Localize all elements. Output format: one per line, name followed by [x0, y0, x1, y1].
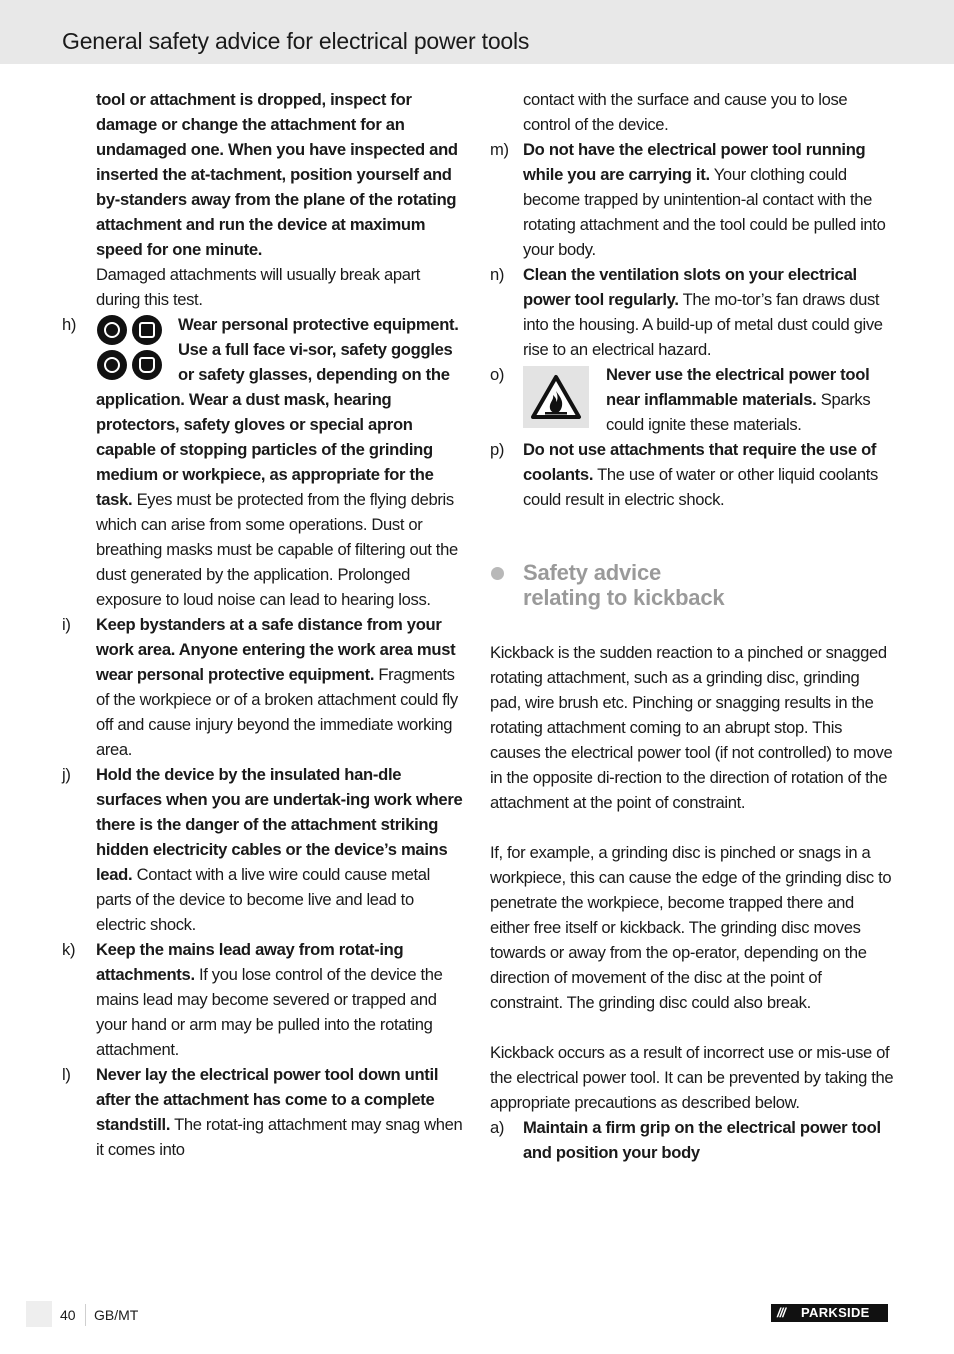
face-shield-icon: [132, 315, 162, 345]
continued-item-g: [62, 87, 466, 312]
item-marker: j): [62, 765, 71, 784]
goggles-icon: [97, 350, 127, 380]
page-number: 40: [60, 1307, 76, 1323]
ear-protection-icon: [97, 315, 127, 345]
list-item-h: [62, 312, 466, 612]
page-title: General safety advice for electrical power tools: [62, 28, 530, 54]
paragraph-3: Kickback occurs as a result of incorrect use or mis-use of the electrical power tool. It can be prevented by taking the appropriate precautions as described below.: [490, 1043, 894, 1112]
section-title-line-1: Safety advice: [523, 560, 662, 585]
list-item-p: [490, 437, 894, 512]
list-item-n: [490, 262, 894, 362]
item-m-text: Your clothing could become trapped by unintention-al contact with the rotating attachment and the tool could be pulled into your body.: [523, 165, 886, 259]
footer-tab: [26, 1301, 52, 1327]
list-item-j: [62, 762, 466, 937]
item-marker: o): [490, 365, 505, 384]
continued-item-l: contact with the surface and cause you to lose control of the device.: [523, 90, 848, 134]
item-l-text: The rotat-ing attachment may snag when it comes into: [96, 1115, 463, 1159]
page-header: [0, 0, 954, 64]
item-g-text: Damaged attachments will usually break apart during this test.: [96, 265, 421, 309]
ppe-icons: [96, 314, 164, 382]
list-item-m: [490, 137, 894, 262]
item-m-bold: Do not have the electrical power tool running while you are carrying it.: [523, 140, 866, 184]
item-marker: p): [490, 440, 505, 459]
right-column: [490, 87, 894, 1165]
list-item-l: [62, 1062, 466, 1162]
item-p-text: The use of water or other liquid coolants could result in electric shock.: [523, 465, 878, 509]
paragraph-2: If, for example, a grinding disc is pinched or snags in a workpiece, this can cause the edge of the grinding disc to penetrate the workpiece, become trapped there and either free itself or kickback. The grinding disc moves towards or away from the op-erator, depending on the direction of movement of the disc at the point of constraint. The grinding disc could also break.: [490, 843, 892, 1012]
item-marker: i): [62, 615, 71, 634]
section-title: [523, 560, 894, 610]
logo-text: PARKSIDE: [801, 1305, 870, 1320]
item-marker: l): [62, 1065, 71, 1084]
item-o-bold: Never use the electrical power tool near inflammable materials.: [606, 365, 870, 409]
section-heading-kickback: [490, 560, 894, 610]
item-o-text: Sparks could ignite these materials.: [606, 390, 871, 434]
left-column: [62, 87, 466, 1162]
list-item-i: [62, 612, 466, 762]
region-code: GB/MT: [94, 1307, 139, 1323]
item-i-text: Fragments of the workpiece or of a broken attachment could fly off and cause injury beyond the immediate working area.: [96, 665, 458, 759]
item-i-bold: Keep bystanders at a safe distance from your work area. Anyone entering the work area must wear personal protective equipment.: [96, 615, 456, 684]
list-item-k: [62, 937, 466, 1062]
item-marker: h): [62, 315, 77, 334]
item-a-bold: Maintain a firm grip on the electrical power tool and position your body: [523, 1118, 881, 1162]
item-marker: m): [490, 140, 509, 159]
list-item-o: [490, 362, 894, 437]
parkside-logo: [771, 1304, 888, 1322]
section-title-line-2: relating to kickback: [523, 585, 725, 610]
item-k-text: If you lose control of the device the mains lead may become severed or trapped and your hand or arm may be pulled into the rotating attachment.: [96, 965, 443, 1059]
item-j-bold: Hold the device by the insulated han-dle surfaces when you are undertak-ing work where there is the danger of the attachment striking hidden electricity cables or the device’s mains lead.: [96, 765, 463, 884]
item-j-text: Contact with a live wire could cause metal parts of the device to become live and lead to electric shock.: [96, 865, 430, 934]
item-h-text: Eyes must be protected from the flying debris which can arise from some operations. Dust or breathing masks must be capable of filtering out the dust generated by the application. Prolonged exposure to loud noise can lead to hearing loss.: [96, 490, 458, 609]
item-l-bold: Never lay the electrical power tool down until after the attachment has come to a complete standstill.: [96, 1065, 439, 1134]
gloves-icon: [132, 350, 162, 380]
item-k-bold: Keep the mains lead away from rotat-ing attachments.: [96, 940, 404, 984]
paragraph-1: Kickback is the sudden reaction to a pinched or snagged rotating attachment, such as a grinding disc, grinding pad, wire brush etc. Pinching or snagging results in the rotating attachment coming to an abrupt stop. This causes the electrical power tool (if not controlled) to move in the opposite di-rection to the direction of rotation of the attachment at the point of constraint.: [490, 643, 893, 812]
item-p-bold: Do not use attachments that require the use of coolants.: [523, 440, 877, 484]
list-item-a: [490, 1115, 894, 1165]
item-marker: n): [490, 265, 505, 284]
item-marker: a): [490, 1118, 505, 1137]
item-n-bold: Clean the ventilation slots on your electrical power tool regularly.: [523, 265, 857, 309]
item-n-text: The mo-tor’s fan draws dust into the housing. A build-up of metal dust could give rise to an electrical hazard.: [523, 290, 883, 359]
flammable-warning-icon: [523, 366, 589, 428]
footer-divider: [85, 1304, 86, 1326]
item-g-bold: tool or attachment is dropped, inspect for damage or change the attachment for an undamaged one. When you have inspected and inserted the at-tachment, position yourself and by-standers away from the plane of the rotating attachment and run the device at maximum speed for one minute.: [96, 90, 458, 259]
item-marker: k): [62, 940, 76, 959]
bullet-icon: [491, 567, 504, 580]
logo-slashes: ///: [777, 1305, 785, 1320]
item-h-bold: Wear personal protective equipment. Use a full face vi-sor, safety goggles or safety glasses, depending on the application. Wear a dust mask, hearing protectors, safety gloves or special apron capable of stopping particles of the grinding medium or workpiece, as appropriate for the task.: [96, 315, 459, 509]
